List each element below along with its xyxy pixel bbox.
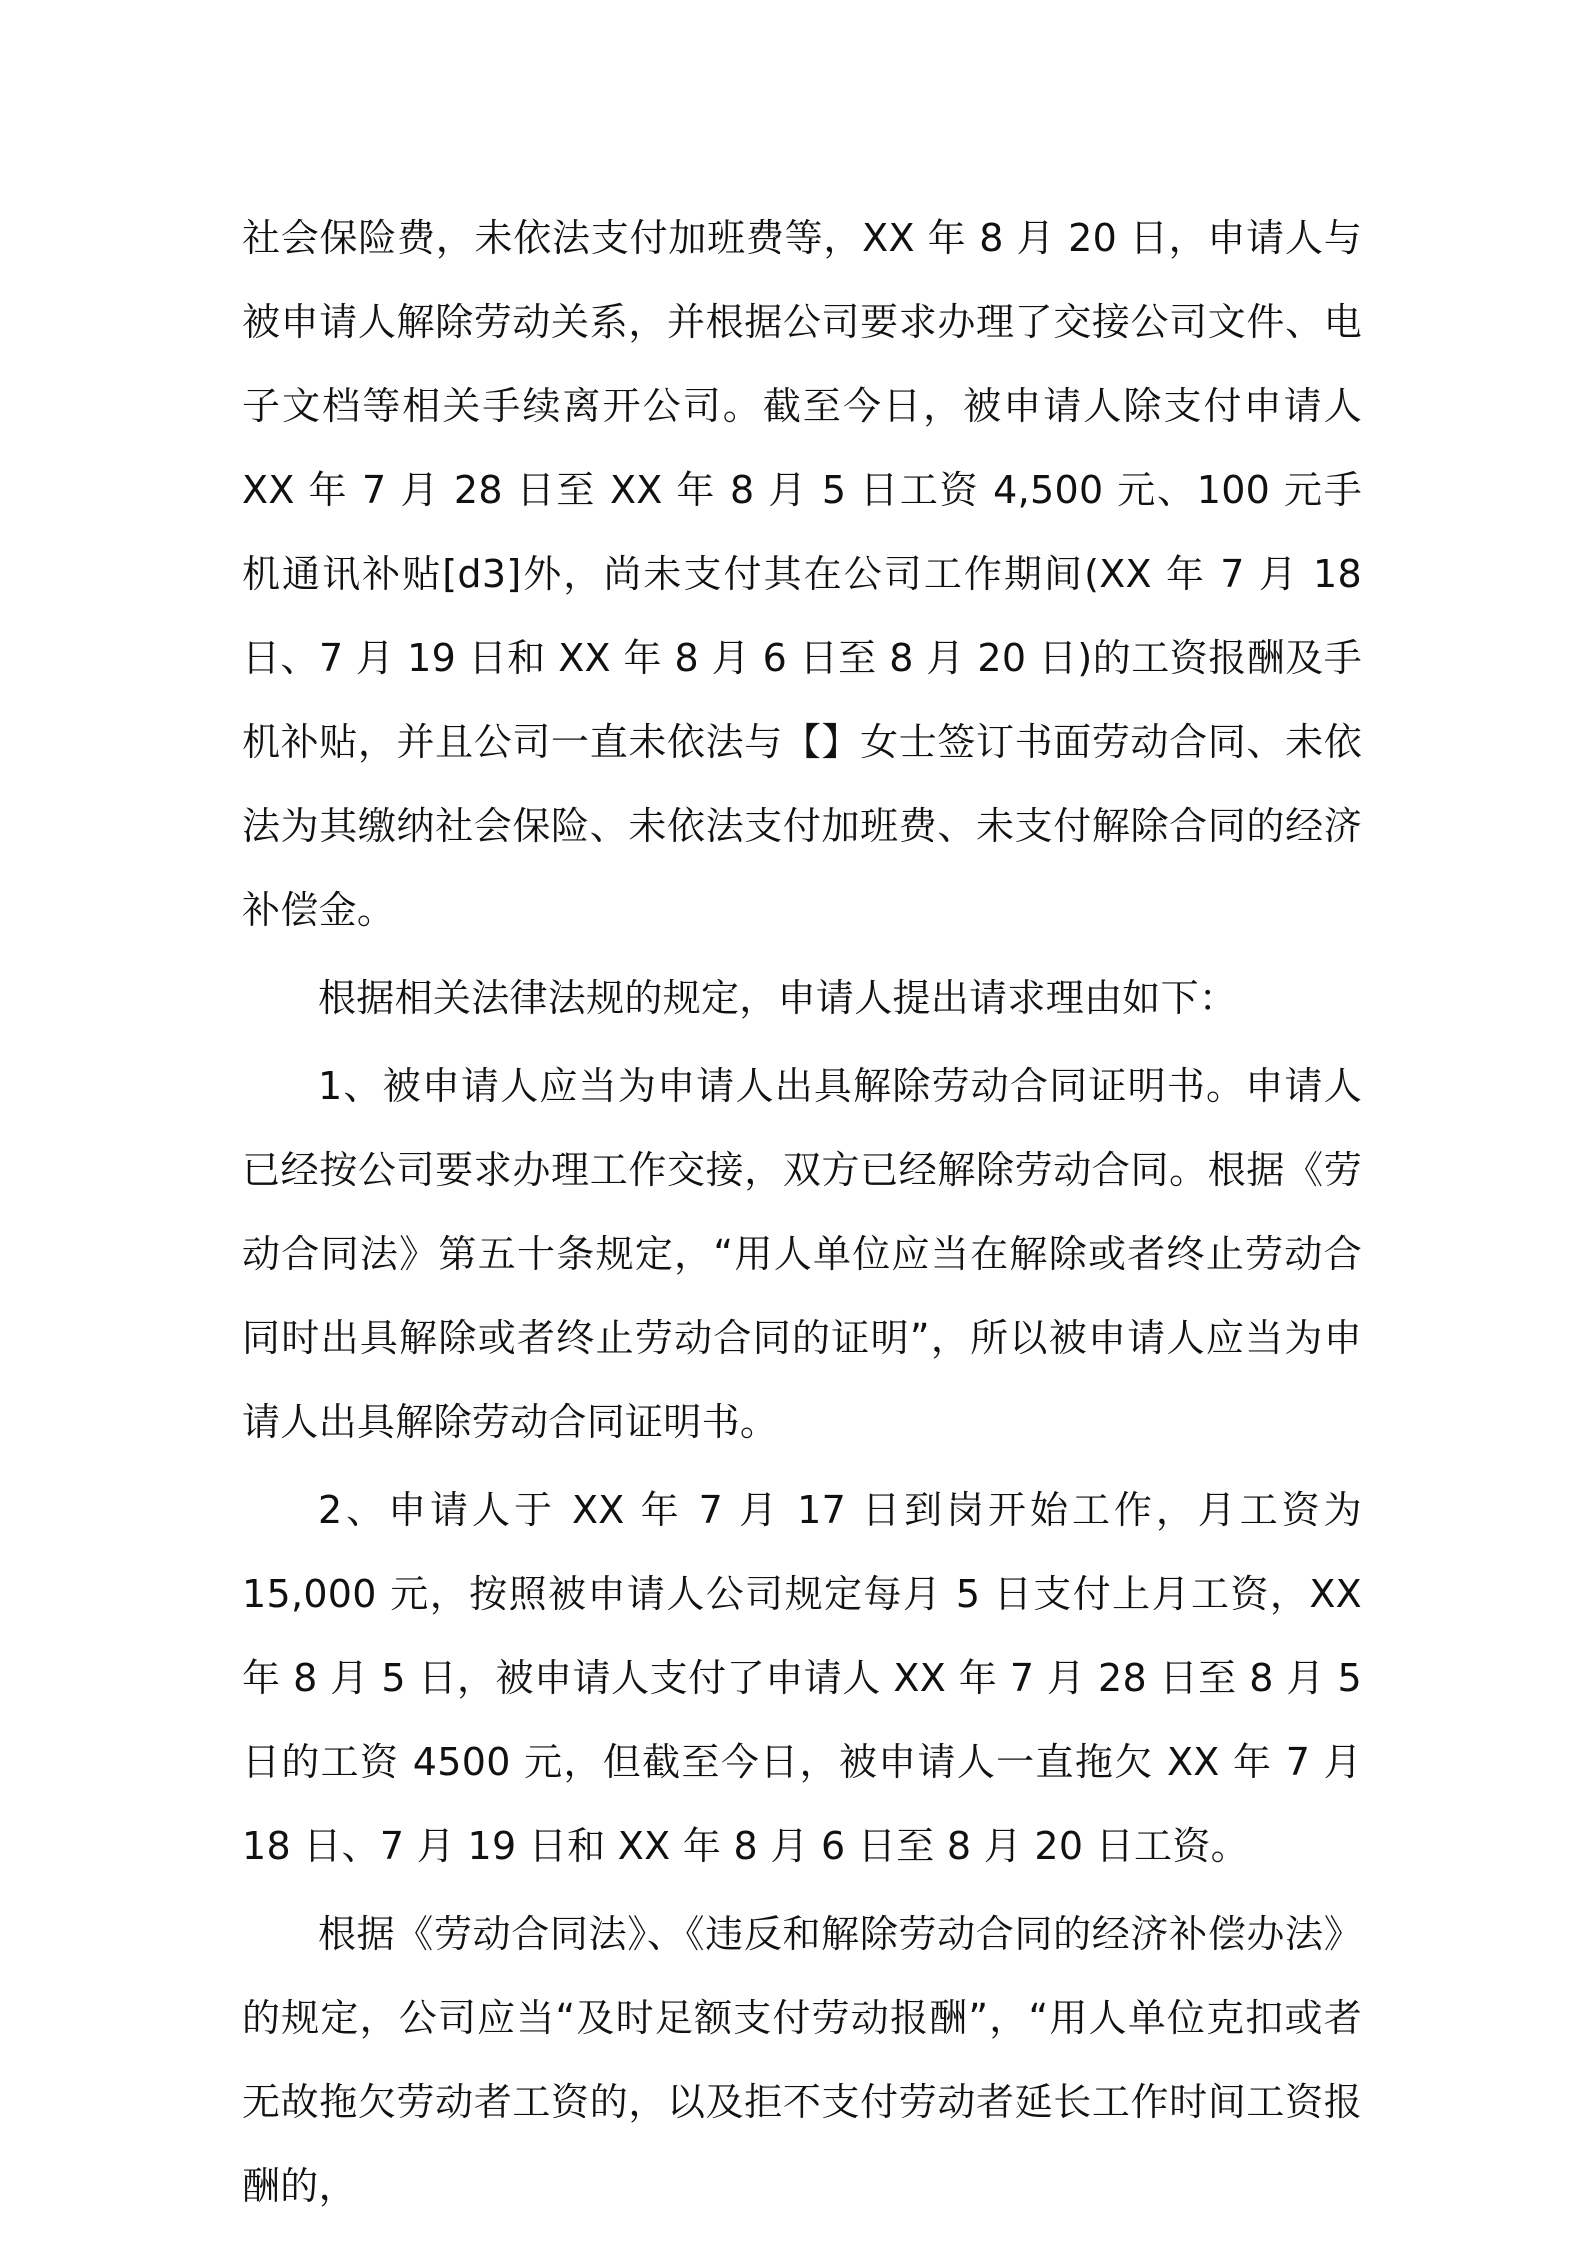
paragraph-5: 根据《劳动合同法》、《违反和解除劳动合同的经济补偿办法》的规定，公司应当“及时足额支付劳动报酬”，“用人单位克扣或者无故拖欠劳动者工资的，以及拒不支付劳动者延长工作时间工资报酬的， [242, 1912, 1362, 2208]
paragraph-2: 根据相关法律法规的规定，申请人提出请求理由如下： [318, 976, 1238, 1020]
paragraph-3: 1、被申请人应当为申请人出具解除劳动合同证明书。申请人已经按公司要求办理工作交接，双方已经解除劳动合同。根据《劳动合同法》第五十条规定，“用人单位应当在解除或者终止劳动合同时出具解除或者终止劳动合同的证明”，所以被申请人应当为申请人出具解除劳动合同证明书。 [242, 1064, 1362, 1444]
paragraph-1: 社会保险费，未依法支付加班费等，XX 年 8 月 20 日，申请人与被申请人解除劳动关系，并根据公司要求办理了交接公司文件、电子文档等相关手续离开公司。截至今日，被申请人除支付申请人 XX 年 7 月 28 日至 XX 年 8 月 5 日工资 4,500 元、100 元手机通讯补贴[d3]外，尚未支付其在公司工作期间(XX 年 7 月 18 日、7 月 19 日和 XX 年 8 月 6 日至 8 月 20 日)的工资报酬及手机补贴，并且公司一直未依法与【】女士签订书面劳动合同、未依法为其缴纳社会保险、未依法支付加班费、未支付解除合同的经济补偿金。 [242, 216, 1362, 932]
document-body [242, 196, 1362, 2228]
paragraph-4: 2、申请人于 XX 年 7 月 17 日到岗开始工作，月工资为 15,000 元，按照被申请人公司规定每月 5 日支付上月工资，XX 年 8 月 5 日，被申请人支付了申请人 XX 年 7 月 28 日至 8 月 5 日的工资 4500 元，但截至今日，被申请人一直拖欠 XX 年 7 月 18 日、7 月 19 日和 XX 年 8 月 6 日至 8 月 20 日工资。 [242, 1488, 1362, 1868]
